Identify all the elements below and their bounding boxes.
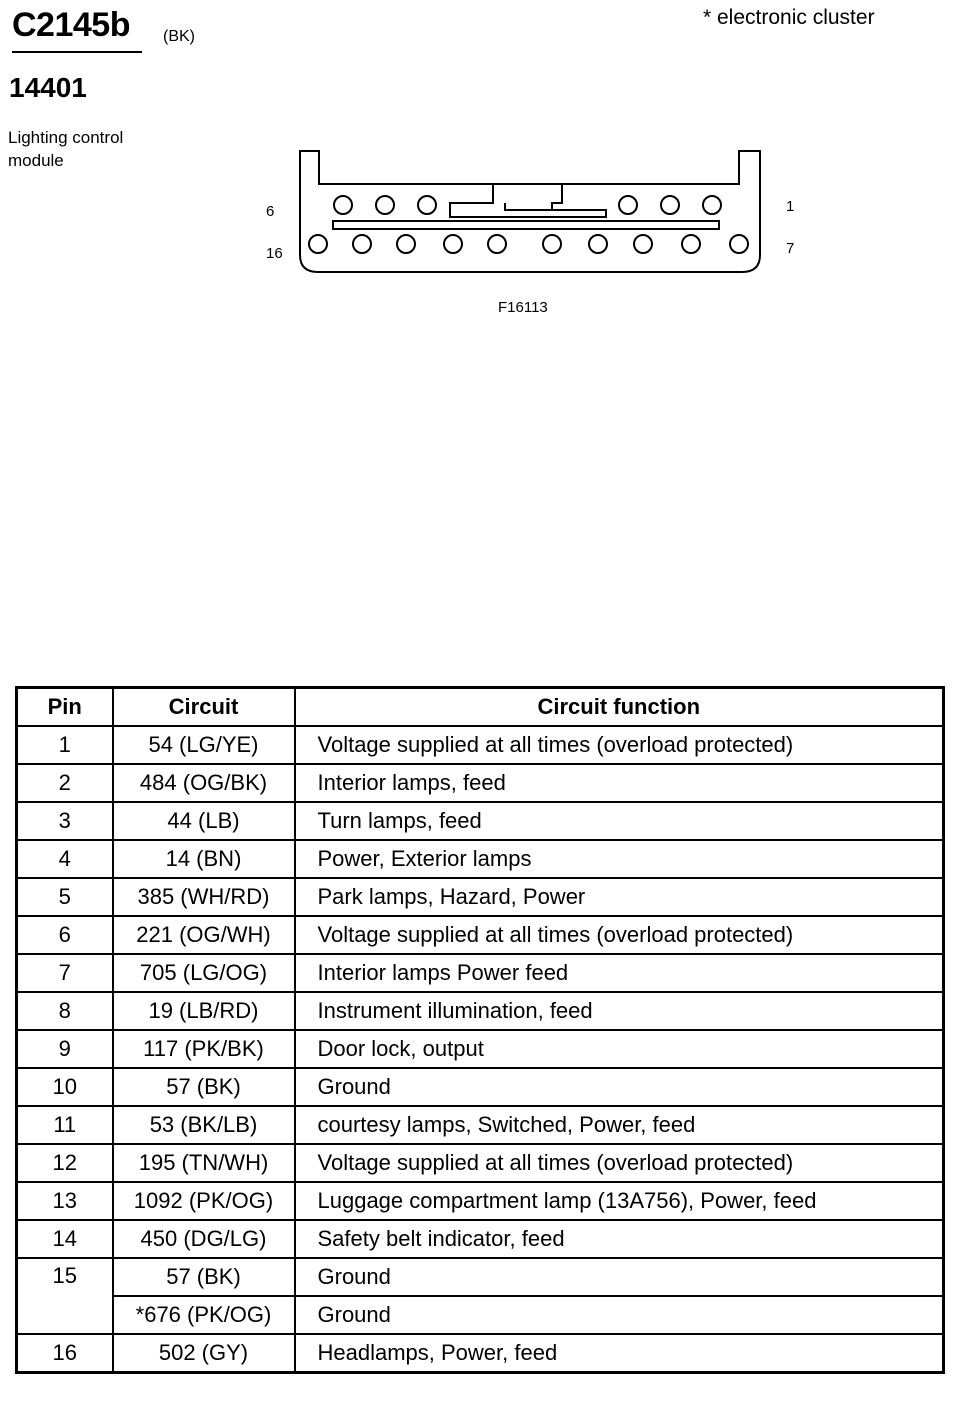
pin-cavity <box>661 196 679 214</box>
pin-cell: 6 <box>17 916 113 954</box>
connector-latch <box>450 184 606 217</box>
function-cell: Voltage supplied at all times (overload protected) <box>295 916 944 954</box>
circuit-cell: 57 (BK) <box>113 1068 295 1106</box>
function-cell: Ground <box>295 1296 944 1334</box>
figure-id: F16113 <box>498 299 548 316</box>
cluster-note: * electronic cluster <box>703 6 875 29</box>
table-row <box>17 1258 944 1296</box>
pin-cell: 9 <box>17 1030 113 1068</box>
pin-cavity <box>634 235 652 253</box>
pinout-table <box>15 686 945 1374</box>
circuit-cell: 44 (LB) <box>113 802 295 840</box>
table-row <box>17 1068 944 1106</box>
circuit-cell: 1092 (PK/OG) <box>113 1182 295 1220</box>
function-cell: Park lamps, Hazard, Power <box>295 878 944 916</box>
pin-label-top-left: 6 <box>266 203 275 220</box>
table-row <box>17 1030 944 1068</box>
function-cell: Interior lamps, feed <box>295 764 944 802</box>
pin-cell: 13 <box>17 1182 113 1220</box>
connector-color: (BK) <box>163 28 195 45</box>
function-cell: Door lock, output <box>295 1030 944 1068</box>
pin-cavity <box>730 235 748 253</box>
function-cell: Turn lamps, feed <box>295 802 944 840</box>
table-row <box>17 840 944 878</box>
function-cell: Ground <box>295 1068 944 1106</box>
connector-diagram <box>0 0 955 330</box>
pin-cavity <box>334 196 352 214</box>
pin-cavity <box>543 235 561 253</box>
circuit-cell: 19 (LB/RD) <box>113 992 295 1030</box>
table-row <box>17 1334 944 1373</box>
pin-cell: 11 <box>17 1106 113 1144</box>
circuit-cell: 385 (WH/RD) <box>113 878 295 916</box>
circuit-cell: 53 (BK/LB) <box>113 1106 295 1144</box>
table-row <box>17 1220 944 1258</box>
pin-cell: 7 <box>17 954 113 992</box>
table-row <box>17 802 944 840</box>
function-cell: courtesy lamps, Switched, Power, feed <box>295 1106 944 1144</box>
table-row <box>17 726 944 764</box>
table-row <box>17 1106 944 1144</box>
pin-label-bottom-left: 16 <box>266 245 283 262</box>
pin-cavity <box>397 235 415 253</box>
circuit-cell: 450 (DG/LG) <box>113 1220 295 1258</box>
table-row <box>17 1182 944 1220</box>
circuit-cell: 484 (OG/BK) <box>113 764 295 802</box>
function-cell: Headlamps, Power, feed <box>295 1334 944 1373</box>
pin-cell: 4 <box>17 840 113 878</box>
pin-cavity <box>589 235 607 253</box>
pin-cell: 5 <box>17 878 113 916</box>
function-cell: Voltage supplied at all times (overload protected) <box>295 1144 944 1182</box>
pin-cell: 1 <box>17 726 113 764</box>
pin-label-top-right: 1 <box>786 198 795 215</box>
function-cell: Safety belt indicator, feed <box>295 1220 944 1258</box>
pin-cell: 12 <box>17 1144 113 1182</box>
pin-cavity <box>488 235 506 253</box>
pin-cavity <box>703 196 721 214</box>
pin-cell: 3 <box>17 802 113 840</box>
function-cell: Power, Exterior lamps <box>295 840 944 878</box>
circuit-cell: *676 (PK/OG) <box>113 1296 295 1334</box>
header-circuit: Circuit <box>113 688 295 727</box>
circuit-cell: 117 (PK/BK) <box>113 1030 295 1068</box>
connector-latch-inner <box>505 203 552 210</box>
pin-cell: 15 <box>17 1258 113 1334</box>
pin-cell: 10 <box>17 1068 113 1106</box>
connector-id: C2145b <box>12 6 130 44</box>
circuit-cell: 54 (LG/YE) <box>113 726 295 764</box>
pin-cell: 8 <box>17 992 113 1030</box>
pin-cavity <box>309 235 327 253</box>
pin-cavity <box>353 235 371 253</box>
module-name: Lighting control module <box>8 128 124 170</box>
pin-cavity <box>444 235 462 253</box>
table-row <box>17 992 944 1030</box>
circuit-cell: 502 (GY) <box>113 1334 295 1373</box>
circuit-cell: 221 (OG/WH) <box>113 916 295 954</box>
function-cell: Voltage supplied at all times (overload protected) <box>295 726 944 764</box>
table-row <box>17 878 944 916</box>
table-row <box>17 954 944 992</box>
separator-bar <box>333 221 719 229</box>
function-cell: Ground <box>295 1258 944 1296</box>
function-cell: Interior lamps Power feed <box>295 954 944 992</box>
circuit-cell: 14 (BN) <box>113 840 295 878</box>
circuit-cell: 705 (LG/OG) <box>113 954 295 992</box>
pin-cell: 16 <box>17 1334 113 1373</box>
pin-cavity <box>682 235 700 253</box>
table-row <box>17 1296 944 1334</box>
pin-cavity <box>376 196 394 214</box>
table-header-row <box>17 688 944 727</box>
function-cell: Instrument illumination, feed <box>295 992 944 1030</box>
circuit-cell: 195 (TN/WH) <box>113 1144 295 1182</box>
table-row <box>17 1144 944 1182</box>
function-cell: Luggage compartment lamp (13A756), Power, feed <box>295 1182 944 1220</box>
pin-cell: 14 <box>17 1220 113 1258</box>
circuit-cell: 57 (BK) <box>113 1258 295 1296</box>
pin-cavity <box>418 196 436 214</box>
pin-cell: 2 <box>17 764 113 802</box>
pin-cavity <box>619 196 637 214</box>
header-pin: Pin <box>17 688 113 727</box>
table-row <box>17 764 944 802</box>
pin-label-bottom-right: 7 <box>786 240 795 257</box>
header-function: Circuit function <box>295 688 944 727</box>
table-row <box>17 916 944 954</box>
module-number: 14401 <box>9 72 87 103</box>
